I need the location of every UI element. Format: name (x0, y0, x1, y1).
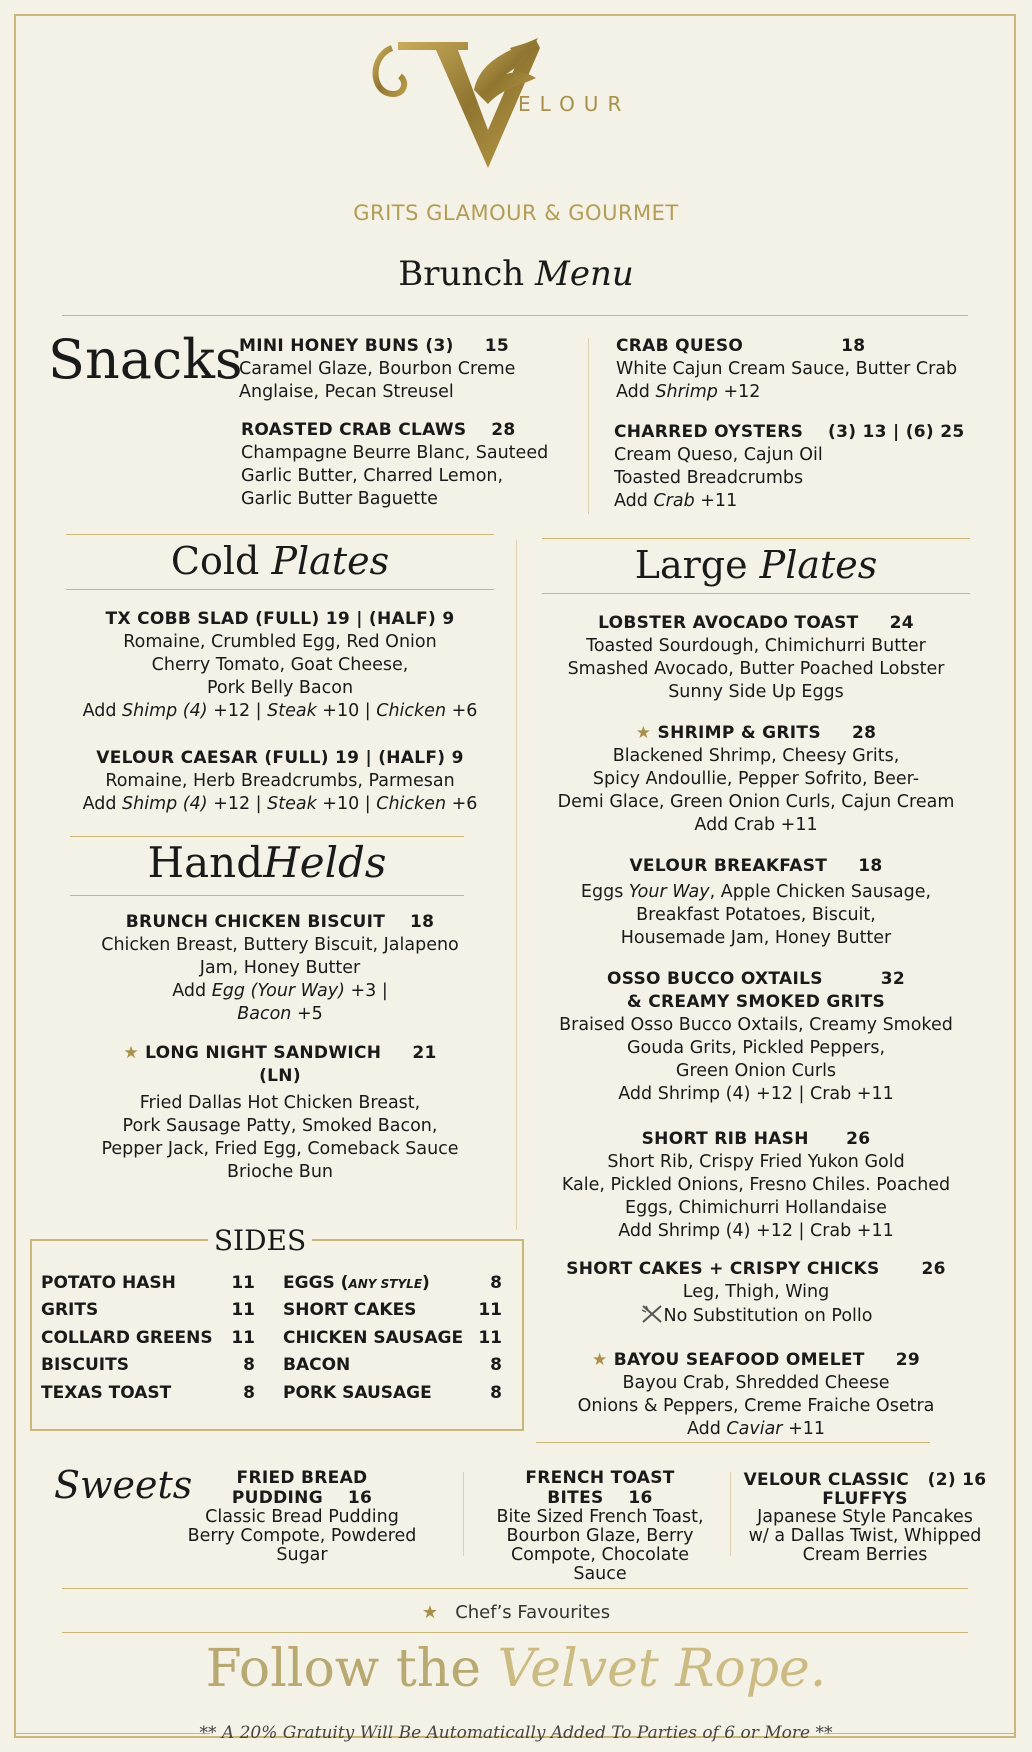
item-title: CRAB QUESO (616, 336, 744, 356)
cold-item (40, 747, 520, 816)
item-desc: Caramel Glaze, Bourbon Creme (239, 359, 516, 379)
item-title: CHARRED OYSTERS (614, 422, 804, 442)
item-desc: Japanese Style Pancakes (757, 1507, 973, 1527)
item-title: FRIED BREAD PUDDING (231, 1468, 368, 1508)
item-desc: Bourbon Glaze, Berry (506, 1526, 694, 1546)
sweets-heading: Sweets (54, 1463, 193, 1507)
large-item (536, 1258, 976, 1328)
item-desc: Add Shrimp (4) +12 | Crab +11 (618, 1084, 894, 1104)
sweets-divider (463, 1472, 464, 1556)
item-add: Bacon +5 (237, 1004, 323, 1024)
large-item (536, 968, 976, 1106)
snacks-heading: Snacks (48, 328, 243, 391)
item-add: Add Shimp (4) +12 | Steak +10 | Chicken +6 (82, 701, 478, 721)
sweet-item (738, 1470, 992, 1565)
column-divider (516, 540, 517, 1230)
item-price: 26 (921, 1259, 946, 1279)
item-desc: Smashed Avocado, Butter Poached Lobster (567, 659, 945, 679)
item-price: 18 (410, 912, 435, 932)
item-title: BAYOU SEAFOOD OMELET (613, 1350, 865, 1370)
item-add: Add Shrimp +12 (616, 382, 761, 402)
item-desc: Green Onion Curls (675, 1061, 837, 1081)
item-title: VELOUR CAESAR (FULL) 19 | (HALF) 9 (96, 748, 464, 768)
legend-text: Chef’s Favourites (455, 1602, 611, 1623)
item-desc: Anglaise, Pecan Streusel (239, 382, 454, 402)
item-price: 18 (841, 336, 866, 356)
item-desc: Champagne Beurre Blanc, Sauteed (241, 443, 549, 463)
gratuity-note: ** A 20% Gratuity Will Be Automatically Added To Parties of 6 or More ** (199, 1723, 833, 1743)
item-desc: Compote, Chocolate (510, 1545, 690, 1565)
item-desc: Gouda Grits, Pickled Peppers, (626, 1038, 886, 1058)
item-title: FRENCH TOAST BITES (525, 1468, 675, 1508)
item-add: Add Caviar +11 (686, 1419, 826, 1439)
page-title (0, 252, 1032, 296)
item-add: Add Egg (Your Way) +3 | (172, 981, 388, 1001)
divider (536, 1442, 930, 1443)
snack-item (616, 335, 1016, 404)
item-title: SHRIMP & GRITS (657, 723, 821, 743)
item-desc: Add Crab +11 (694, 815, 818, 835)
item-desc: Eggs, Chimichurri Hollandaise (625, 1198, 887, 1218)
item-desc: Blackened Shrimp, Cheesy Grits, (612, 746, 900, 766)
item-desc: Pork Belly Bacon (206, 678, 354, 698)
snack-item (614, 421, 1014, 513)
divider (70, 895, 464, 896)
item-title: OSSO BUCCO OXTAILS (606, 969, 823, 989)
large-item (536, 722, 976, 837)
item-desc: Garlic Butter, Charred Lemon, (241, 466, 504, 486)
item-title: LONG NIGHT SANDWICH (145, 1043, 382, 1063)
item-desc: Spicy Andoullie, Pepper Sofrito, Beer- (592, 769, 920, 789)
item-desc: Onions & Peppers, Creme Fraiche Osetra (577, 1396, 935, 1416)
item-desc: Leg, Thigh, Wing (682, 1282, 830, 1302)
item-desc: Bayou Crab, Shredded Cheese (622, 1373, 890, 1393)
item-desc: Kale, Pickled Onions, Fresno Chiles. Poached (561, 1175, 951, 1195)
item-desc: Bite Sized French Toast, (496, 1507, 704, 1527)
slogan-italic: Velvet Rope. (497, 1639, 827, 1699)
large-plates-heading: Large Plates (634, 543, 878, 587)
item-price: (3) 13 | (6) 25 (828, 422, 965, 442)
item-desc: Berry Compote, Powdered (187, 1526, 417, 1546)
star-icon: ★ (421, 1602, 439, 1623)
item-desc: Toasted Sourdough, Chimichurri Butter (586, 636, 926, 656)
slogan-plain: Follow the (205, 1639, 498, 1699)
divider (62, 315, 968, 316)
item-price: 21 (412, 1043, 437, 1063)
handheld-item (40, 1042, 520, 1184)
item-price: 15 (484, 336, 510, 356)
item-price: (2) 16 (927, 1470, 987, 1490)
legend (0, 1600, 1032, 1626)
item-add: Add Shimp (4) +12 | Steak +10 | Chicken +6 (82, 794, 478, 814)
item-desc: Sugar (276, 1545, 328, 1565)
star-icon: ★ (123, 1043, 139, 1063)
item-desc: Breakfast Potatoes, Biscuit, (636, 905, 876, 925)
large-item (536, 1128, 976, 1243)
divider (66, 534, 494, 535)
sides-heading: SIDES (208, 1224, 312, 1258)
item-desc: Short Rib, Crispy Fried Yukon Gold (607, 1152, 905, 1172)
sweets-divider (730, 1472, 731, 1556)
item-title: SHORT CAKES + CRISPY CHICKS (566, 1259, 880, 1279)
item-desc: Romaine, Herb Breadcrumbs, Parmesan (105, 771, 455, 791)
item-add: Add Crab +11 (614, 491, 738, 511)
snack-item (241, 419, 591, 511)
item-desc: Garlic Butter Baguette (241, 489, 438, 509)
item-note: No Substitution on Pollo (536, 1304, 976, 1328)
cold-item (40, 608, 520, 723)
page-title-plain: Brunch (398, 254, 525, 294)
item-desc: Add Shrimp (4) +12 | Crab +11 (618, 1221, 894, 1241)
divider (62, 1632, 968, 1633)
item-desc: Pepper Jack, Fried Egg, Comeback Sauce (101, 1139, 459, 1159)
item-desc: Pork Sausage Patty, Smoked Bacon, (122, 1116, 438, 1136)
star-icon: ★ (591, 1350, 608, 1370)
slogan (0, 1638, 1032, 1700)
divider (66, 589, 494, 590)
item-desc: Cream Queso, Cajun Oil (614, 445, 823, 465)
handheld-item (40, 911, 520, 1026)
large-item (536, 612, 976, 704)
item-desc: w/ a Dallas Twist, Whipped (748, 1526, 982, 1546)
item-desc: White Cajun Cream Sauce, Butter Crab (616, 359, 958, 379)
divider (62, 1588, 968, 1589)
snacks-divider (588, 338, 589, 514)
item-desc: Brioche Bun (227, 1162, 333, 1182)
item-title: SHORT RIB HASH (641, 1129, 809, 1149)
handhelds-heading: HandHelds (147, 838, 387, 887)
no-utensils-icon (640, 1304, 664, 1324)
item-title: MINI HONEY BUNS (3) (239, 336, 454, 356)
item-price: 28 (491, 420, 516, 440)
sides-left-column: POTATO HASH 11 GRITS 11 COLLARD GREENS 11 BISCUITS 8 TEXAS TOAST 8 (41, 1273, 255, 1403)
item-title: VELOUR CLASSIC (743, 1470, 910, 1490)
item-title-2: FLUFFYS (822, 1489, 908, 1509)
tagline: GRITS GLAMOUR & GOURMET (353, 201, 679, 225)
item-price: 16 (628, 1488, 653, 1508)
item-price: 28 (851, 723, 877, 743)
item-desc: Braised Osso Bucco Oxtails, Creamy Smoked (559, 1015, 953, 1035)
item-desc: Jam, Honey Butter (199, 958, 361, 978)
item-desc: Fried Dallas Hot Chicken Breast, (139, 1093, 421, 1113)
item-price: 26 (846, 1129, 871, 1149)
large-item (536, 1349, 976, 1441)
item-desc: Classic Bread Pudding (205, 1507, 399, 1527)
item-title: BRUNCH CHICKEN BISCUIT (125, 912, 386, 932)
item-title-2: & CREAMY SMOKED GRITS (626, 992, 886, 1012)
item-desc: Housemade Jam, Honey Butter (620, 928, 892, 948)
sweet-item (478, 1468, 722, 1584)
item-desc: Cream Berries (802, 1545, 928, 1565)
item-price: 24 (889, 613, 914, 633)
item-price: 16 (347, 1488, 373, 1508)
item-desc: Romaine, Crumbled Egg, Red Onion (123, 632, 437, 652)
item-desc: Sauce (573, 1564, 627, 1584)
item-desc: Toasted Breadcrumbs (614, 468, 804, 488)
divider (542, 538, 970, 539)
item-desc: Chicken Breast, Buttery Biscuit, Jalapeno (101, 935, 459, 955)
divider (542, 593, 970, 594)
sides-right-column: EGGS (ANY STYLE) 8 SHORT CAKES 11 CHICKEN SAUSAGE 11 BACON 8 PORK SAUSAGE 8 (283, 1273, 502, 1403)
star-icon: ★ (635, 723, 652, 743)
brand-wordmark: ELOUR (518, 92, 631, 116)
divider (70, 836, 464, 837)
item-desc: Eggs Your Way, Apple Chicken Sausage, (580, 882, 932, 902)
item-title-2: (LN) (259, 1066, 301, 1086)
item-title: LOBSTER AVOCADO TOAST (598, 613, 859, 633)
item-price: 32 (880, 969, 906, 989)
snack-item (239, 335, 589, 404)
velour-logo (370, 30, 670, 170)
page-title-italic: Menu (535, 254, 634, 294)
item-desc: Cherry Tomato, Goat Cheese, (151, 655, 409, 675)
large-item (536, 855, 976, 950)
item-title: TX COBB SLAD (FULL) 19 | (HALF) 9 (105, 609, 455, 629)
cold-plates-heading: Cold Plates (170, 539, 390, 583)
sweet-item (168, 1468, 436, 1565)
item-price: 18 (858, 856, 883, 876)
item-title: ROASTED CRAB CLAWS (241, 420, 467, 440)
item-price: 29 (895, 1350, 921, 1370)
item-desc: Demi Glace, Green Onion Curls, Cajun Cream (557, 792, 955, 812)
item-title: VELOUR BREAKFAST (629, 856, 828, 876)
item-desc: Sunny Side Up Eggs (668, 682, 844, 702)
